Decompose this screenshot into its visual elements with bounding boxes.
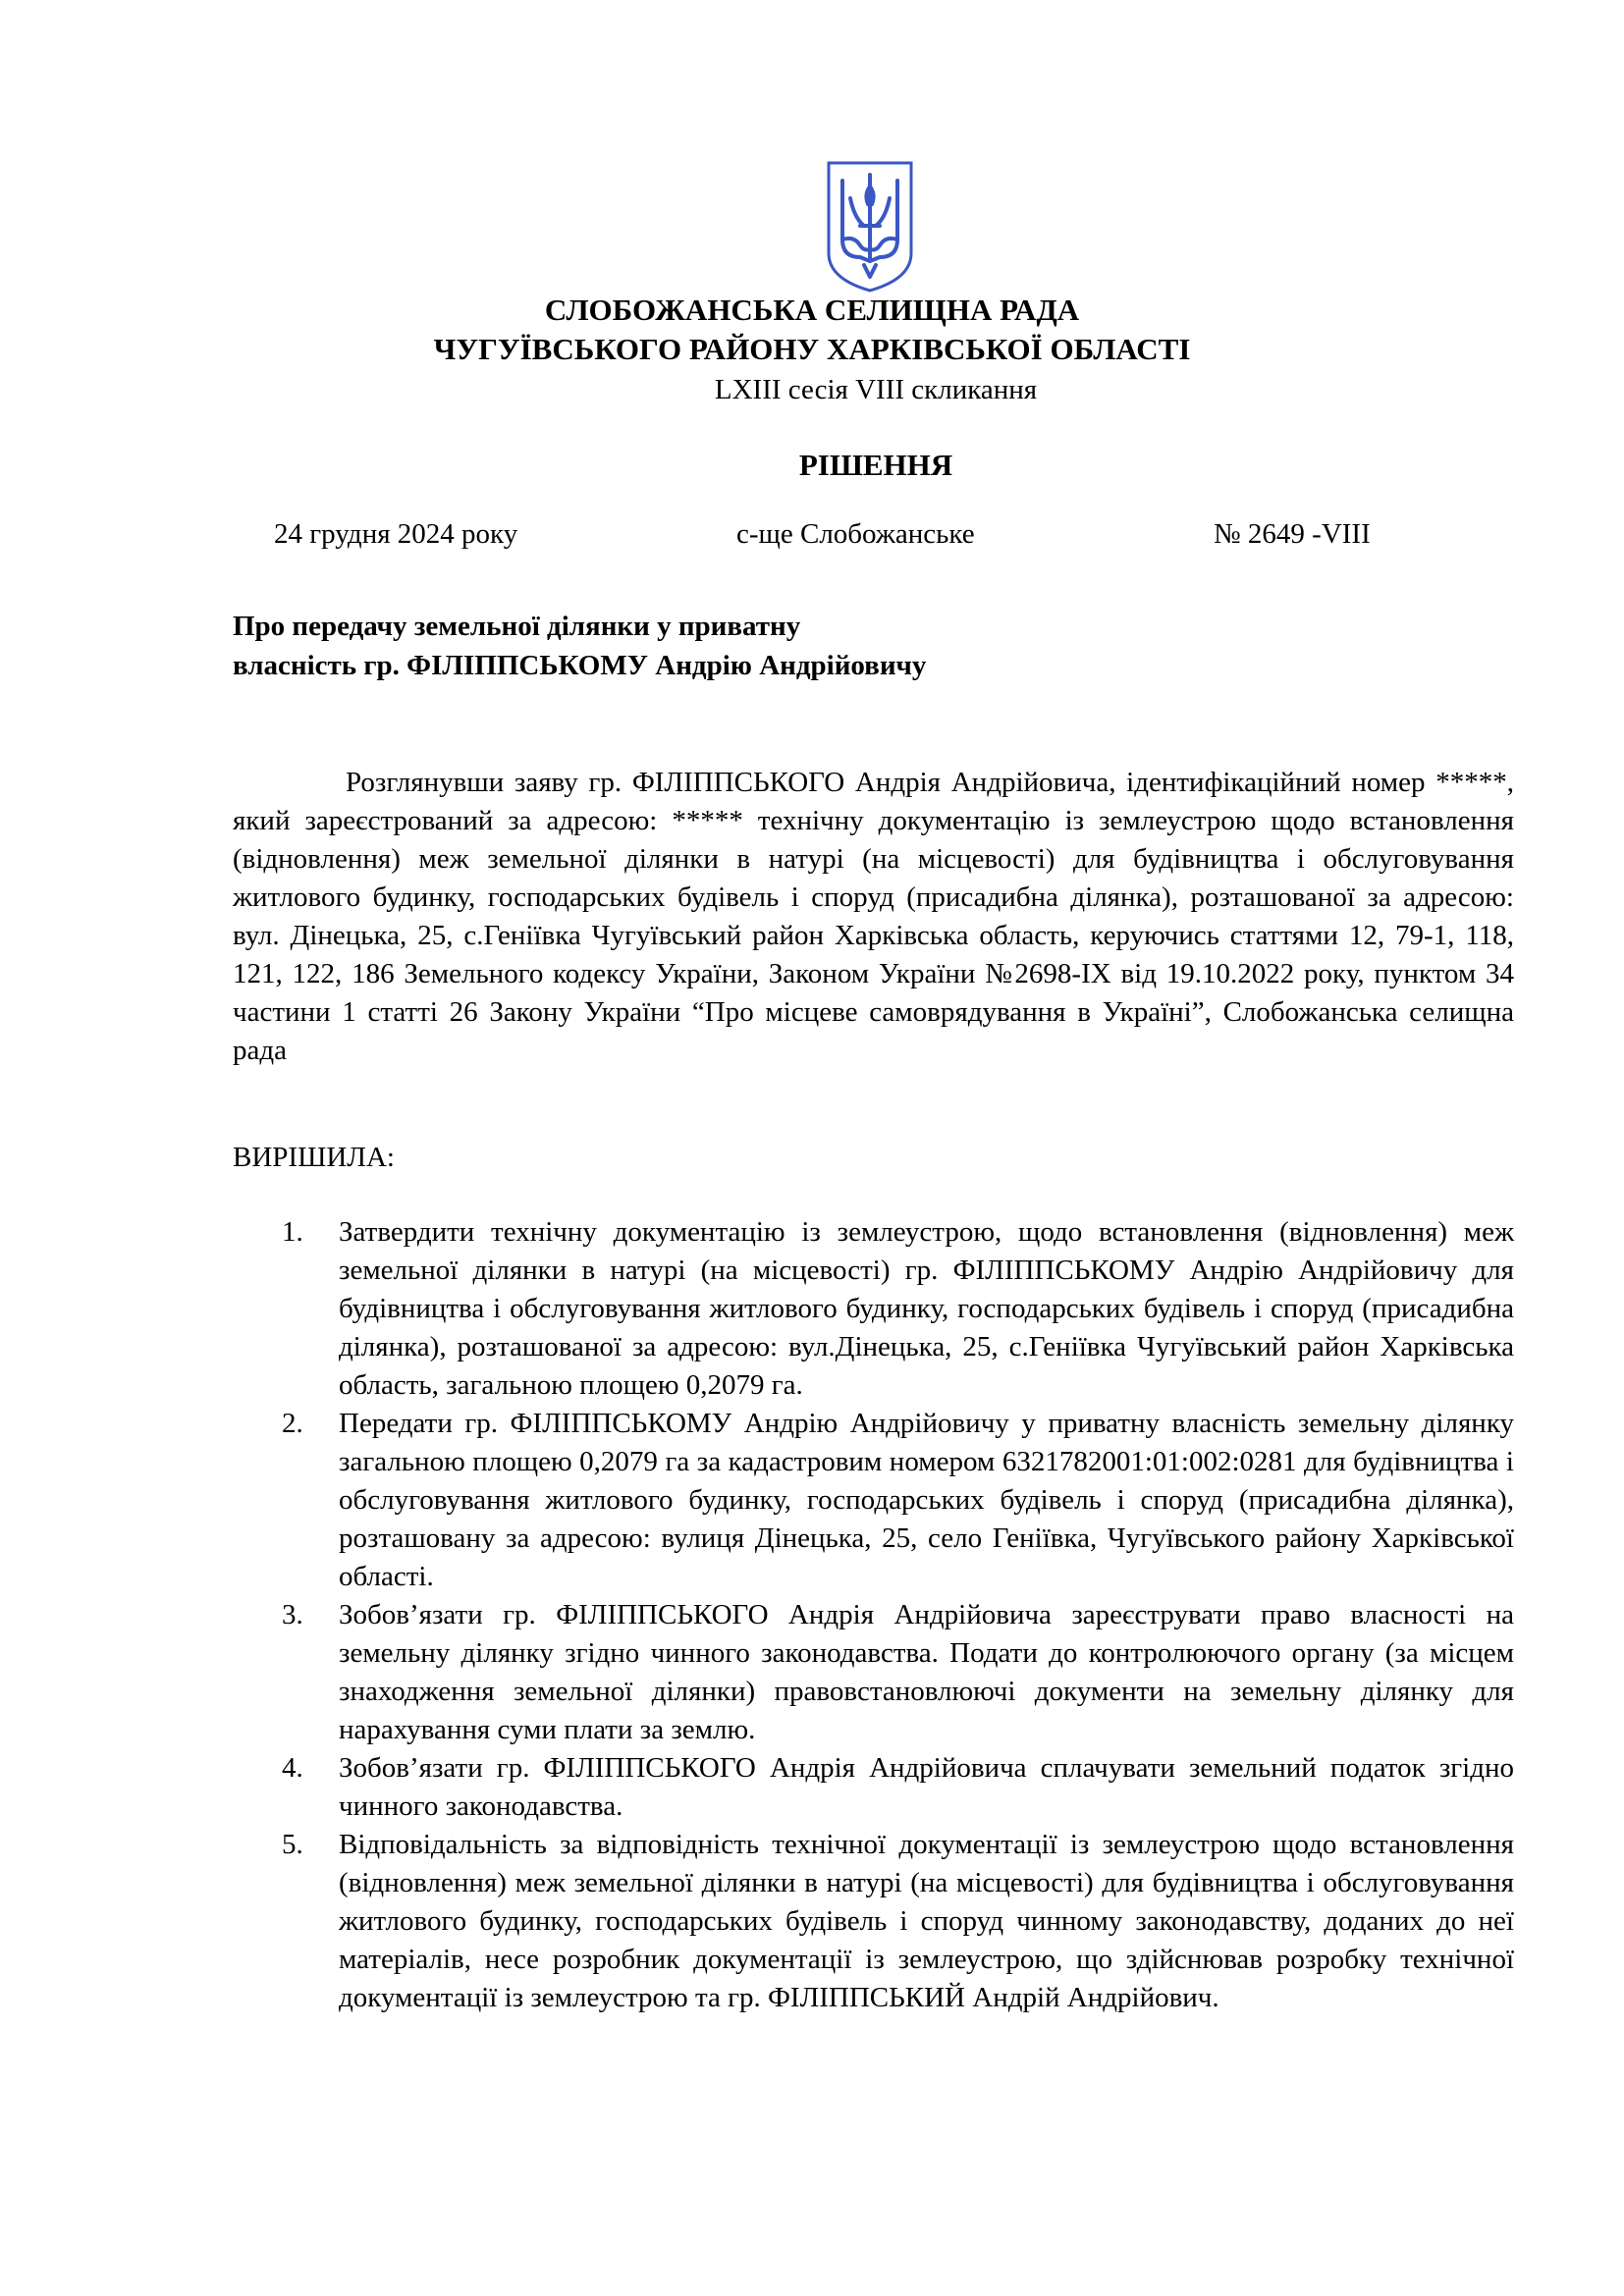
item-text: Передати гр. ФІЛІППСЬКОМУ Андрію Андрійовичу у приватну власність земельну ділянку загальною площею 0,2079 га за кадастровим номером 6321782001:01:002:0281 для будівництва і обслуговування житлового будинку, господарських будівель і споруд (присадибна ділянка), розташовану за адресою: вулиця Дінецька, 25, село Геніївка, Чугуївського району Харківської області.: [339, 1408, 1514, 1592]
item-text: Зобов’язати гр. ФІЛІППСЬКОГО Андрія Андрійовича сплачувати земельний податок згідно чинного законодавства.: [339, 1752, 1514, 1822]
district-name: ЧУГУЇВСЬКОГО РАЙОНУ ХАРКІВСЬКОЇ ОБЛАСТІ: [433, 332, 1191, 366]
item-number: 4.: [282, 1752, 303, 1784]
decided-label: ВИРІШИЛА:: [233, 1142, 395, 1173]
list-item: [233, 1596, 1514, 1749]
decision-number: № 2649 -VIII: [1214, 518, 1371, 550]
subject-line-2: власність гр. ФІЛІППСЬКОМУ Андрію Андрійовичу: [233, 650, 927, 681]
item-text: Відповідальність за відповідність технічної документації із землеустрою щодо встановлення (відновлення) меж земельної ділянки в натурі (на місцевості) для будівництва і обслуговування житлового будинку, господарських будівель і споруд чинному законодавству, доданих до неї матеріалів, несе розробник документації із землеустрою, що здійснював розробку технічної документації із землеустрою та гр. ФІЛІППСЬКИЙ Андрій Андрійович.: [339, 1829, 1514, 2013]
item-number: 1.: [282, 1216, 303, 1248]
preamble-paragraph: [233, 764, 1514, 1070]
list-item: [233, 1826, 1514, 2017]
item-number: 2.: [282, 1408, 303, 1439]
item-text: Затвердити технічну документацію із землеустрою, щодо встановлення (відновлення) меж земельної ділянки в натурі (на місцевості) гр. ФІЛІППСЬКОМУ Андрію Андрійовичу для будівництва і обслуговування житлового будинку, господарських будівель і споруд (присадибна ділянка), розташованої за адресою: вул.Дінецька, 25, с.Геніївка Чугуївський район Харківська область, загальною площею 0,2079 га.: [339, 1216, 1514, 1401]
decision-subject: [233, 607, 926, 685]
decision-place: с-ще Слобожанське: [736, 518, 975, 550]
list-item: [233, 1749, 1514, 1826]
subject-line-1: Про передачу земельної ділянки у приватну: [233, 611, 801, 642]
decision-date: 24 грудня 2024 року: [274, 518, 518, 550]
list-item: [233, 1405, 1514, 1596]
document-type-title: РІШЕННЯ: [798, 448, 953, 482]
item-text: Зобов’язати гр. ФІЛІППСЬКОГО Андрія Андрійовича зареєструвати право власності на земельну ділянку згідно чинного законодавства. Подати до контролюючого органу (за місцем знаходження земельної ділянки) правовстановлюючі документи на земельну ділянку для нарахування суми плати за землю.: [339, 1599, 1514, 1745]
list-item: [233, 1213, 1514, 1405]
coat-of-arms-icon: [825, 159, 915, 294]
item-number: 3.: [282, 1599, 303, 1630]
item-number: 5.: [282, 1829, 303, 1860]
preamble-text: Розглянувши заяву гр. ФІЛІППСЬКОГО Андрія Андрійовича, ідентифікаційний номер *****, який зареєстрований за адресою: ***** технічну документацію із землеустрою щодо встановлення (відновлення) меж земельної ділянки в натурі (на місцевості) для будівництва і обслуговування житлового будинку, господарських будівель і споруд (присадибна ділянка), розташованої за адресою: вул. Дінецька, 25, с.Геніївка Чугуївський район Харківська область, керуючись статтями 12, 79-1, 118, 121, 122, 186 Земельного кодексу України, Законом України №2698-ІХ від 19.10.2022 року, пунктом 34 частини 1 статті 26 Закону України “Про місцеве самоврядування в Україні”, Слобожанська селищна рада: [233, 767, 1514, 1066]
council-name: СЛОБОЖАНСЬКА СЕЛИЩНА РАДА: [544, 293, 1080, 327]
session-line: LXIII сесія VIII скликання: [714, 374, 1038, 405]
decision-items-list: [233, 1213, 1514, 2017]
